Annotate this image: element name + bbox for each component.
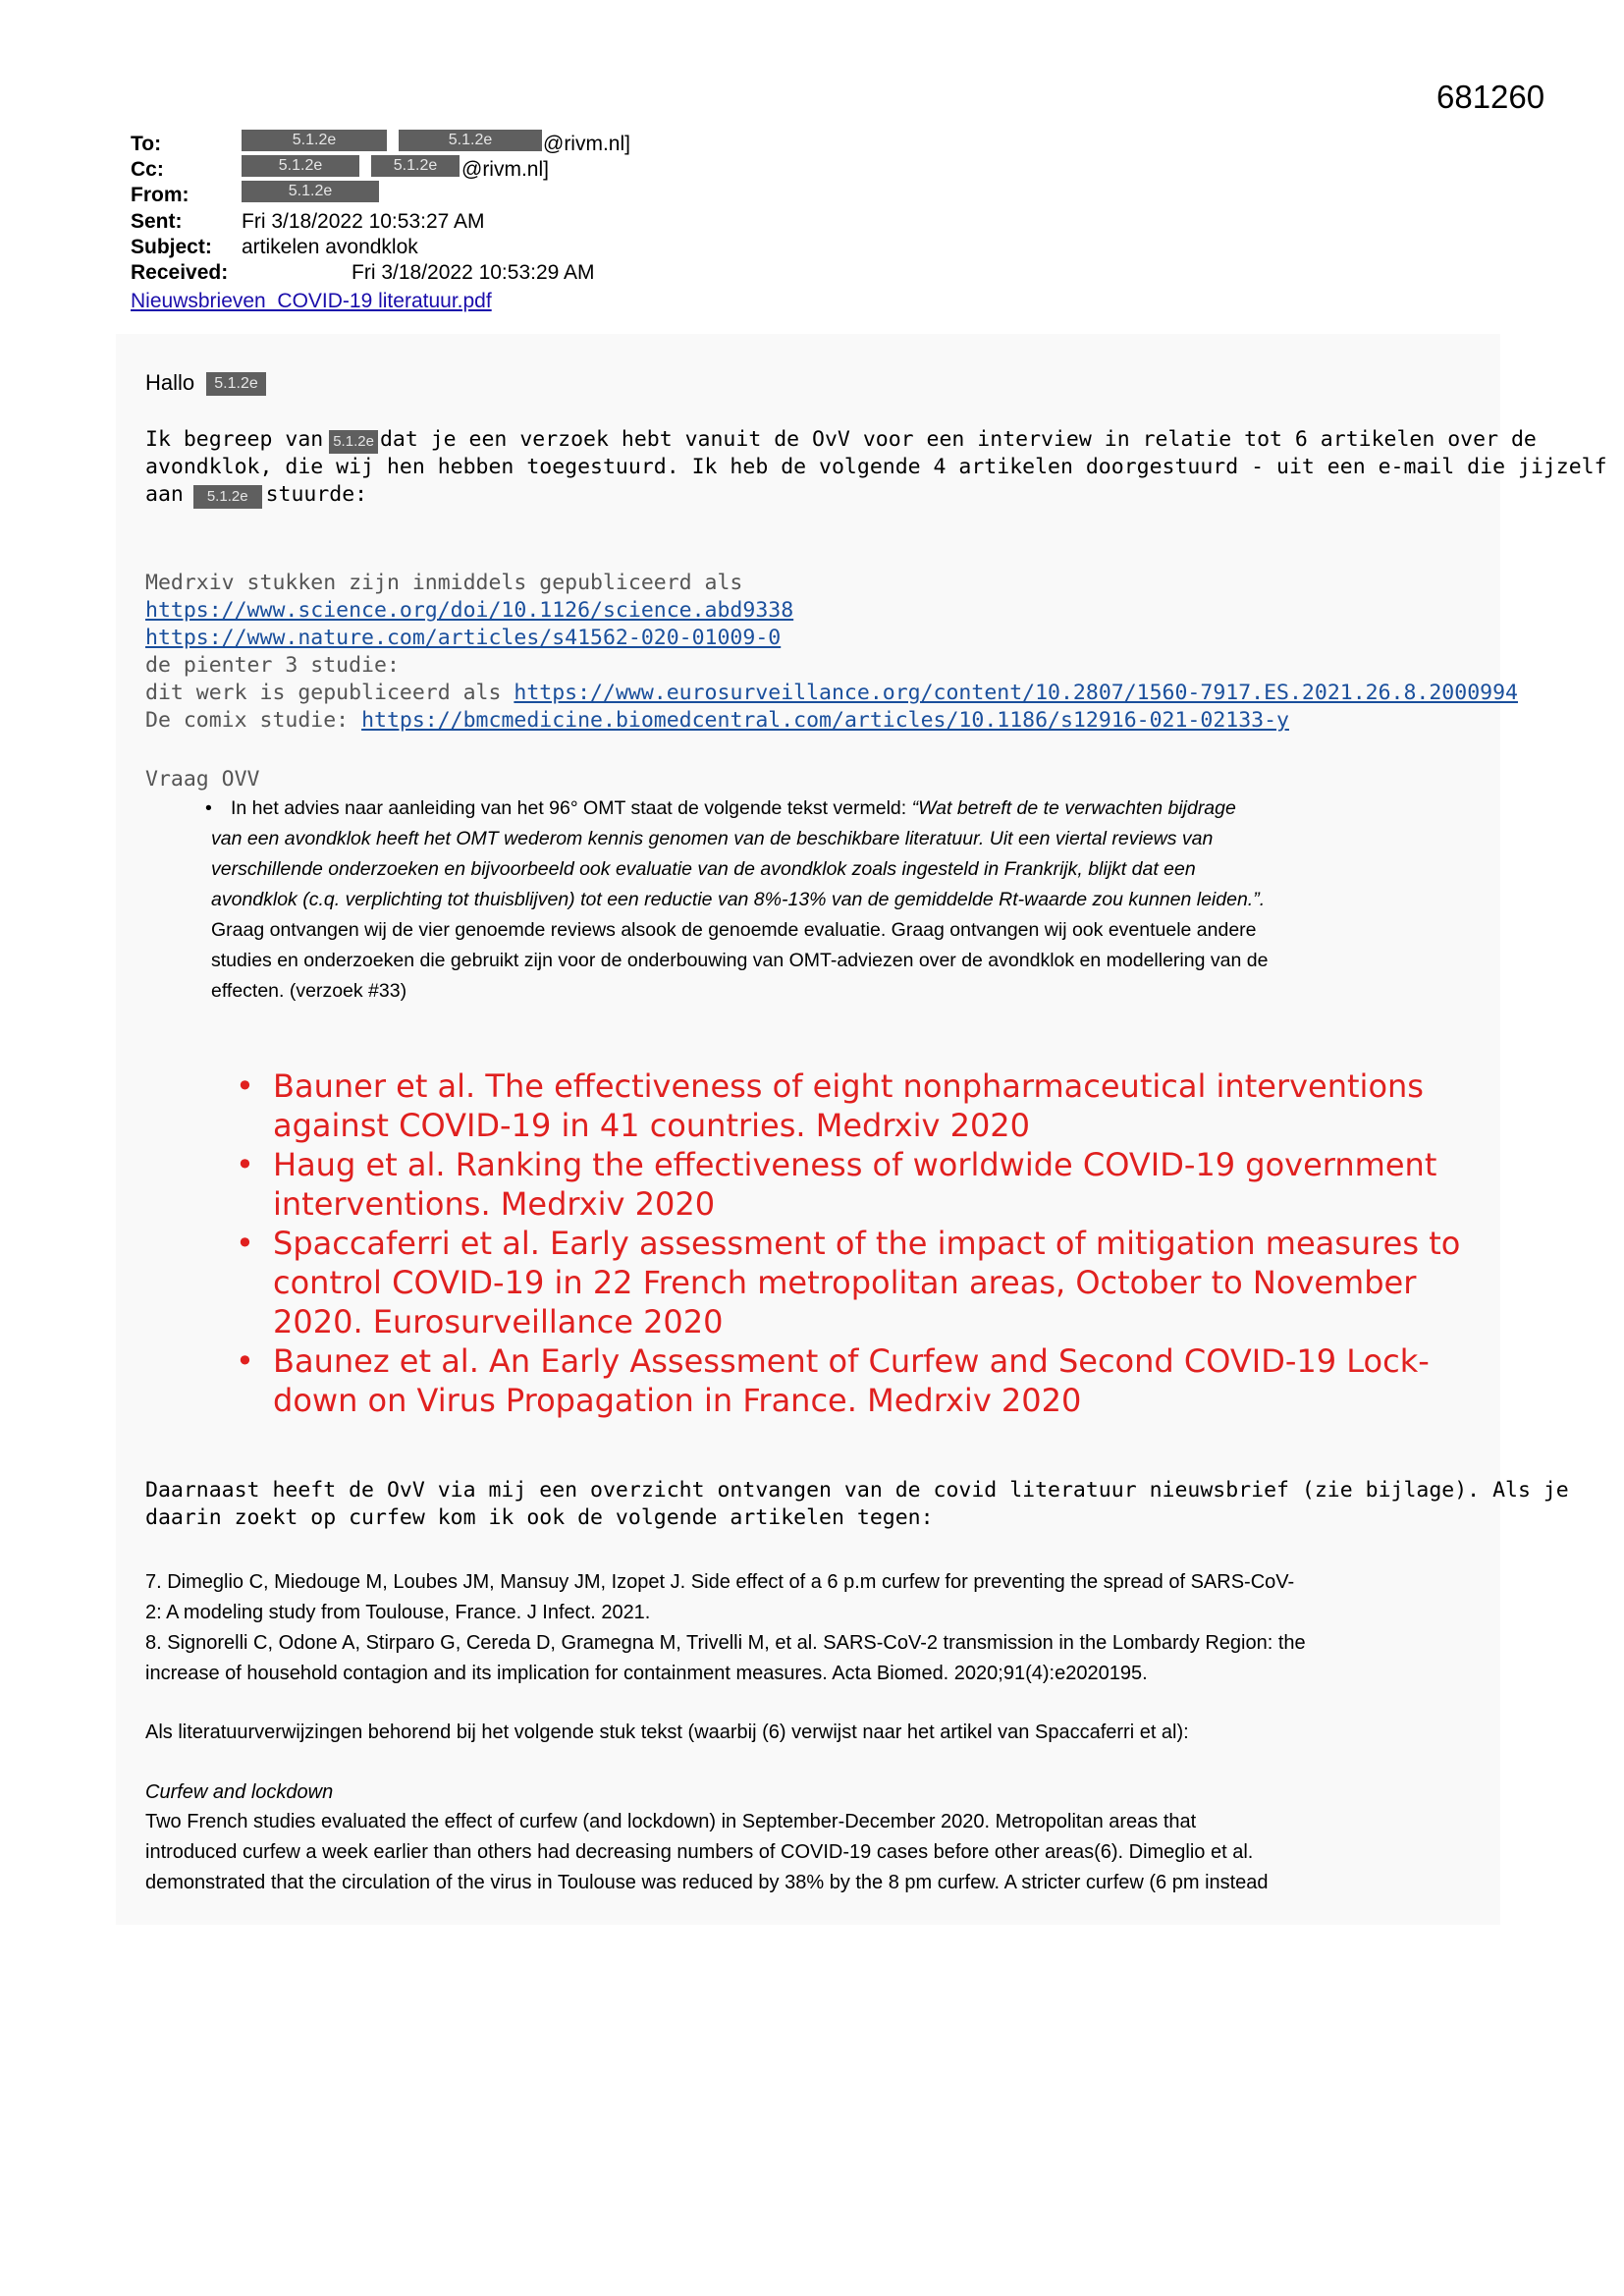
sent-value: Fri 3/18/2022 10:53:27 AM [242,210,485,233]
eurosurveillance-line [145,680,1518,707]
vraag-line [211,976,1488,1007]
article-text-line: control COVID-19 in 22 French metropolitan areas, October to November [273,1264,1417,1301]
article-text-line: Haug et al. Ranking the effectiveness of worldwide COVID-19 government [273,1146,1437,1183]
received-value: Fri 3/18/2022 10:53:29 AM [352,261,595,284]
reference-8-line-1: 8. Signorelli C, Odone A, Stirparo G, Cereda D, Gramegna M, Trivelli M, et al. SARS-CoV-2 transmission in the Lombardy Region: the [145,1632,1306,1654]
greeting-line [145,369,266,397]
vraag-text: Graag ontvangen wij de vier genoemde reviews alsook de genoemde evaluatie. Graag ontvangen wij ook eventuele andere [211,919,1257,941]
curfew-line-2: introduced curfew a week earlier than others had decreasing numbers of COVID-19 cases before other areas(6). Dimeglio et al. [145,1841,1254,1863]
science-link[interactable]: https://www.science.org/doi/10.1126/science.abd9338 [145,598,794,623]
vraag-text: effecten. (verzoek #33) [211,980,407,1002]
article-list-item [236,1066,1502,1145]
article-list-item [236,1145,1502,1224]
bullet-icon: • [205,797,212,819]
reference-8-line-2: increase of household contagion and its implication for containment measures. Acta Biomed. 2020;91(4):e2020195. [145,1663,1148,1684]
intro-line-3 [145,481,367,509]
received-label: Received: [131,261,229,284]
intro-text: dat je een verzoek hebt vanuit de OvV voor een interview in relatie tot 6 artikelen over de [379,427,1537,452]
article-text-line: 2020. Eurosurveillance 2020 [273,1303,724,1340]
article-text-line: down on Virus Propagation in France. Medrxiv 2020 [273,1382,1082,1419]
article-text-line: interventions. Medrxiv 2020 [273,1185,716,1223]
redaction-box: 5.1.2e [371,155,460,177]
vraag-text: In het advies naar aanleiding van het 96° OMT staat de volgende tekst vermeld: [231,797,912,819]
redaction-box: 5.1.2e [242,130,387,151]
intro-line-1 [145,426,1537,454]
medrxiv-line: Medrxiv stukken zijn inmiddels gepubliceerd als [145,571,743,595]
vraag-line [211,915,1488,946]
greeting-text: Hallo [145,370,195,395]
reference-7-line-1: 7. Dimeglio C, Miedouge M, Loubes JM, Mansuy JM, Izopet J. Side effect of a 6 p.m curfew for preventing the spread of SARS-CoV- [145,1571,1295,1593]
daarnaast-line-2: daarin zoekt op curfew kom ik ook de volgende artikelen tegen: [145,1505,934,1530]
document-number: 681260 [1436,79,1545,115]
article-list [236,1066,1502,1420]
article-text-line: Bauner et al. The effectiveness of eight nonpharmaceutical interventions [273,1067,1424,1105]
comix-line [145,707,1289,735]
cc-label: Cc: [131,158,164,181]
pienter-line: de pienter 3 studie: [145,653,400,678]
intro-line-2: avondklok, die wij hen hebben toegestuurd. Ik heb de volgende 4 artikelen doorgestuurd - uit een e-mail die jijzelf [145,455,1607,479]
vraag-quote-text: avondklok (c.q. verplichting tot thuisblijven) tot een reductie van 8%-13% van de gemiddelde Rt-waarde zou kunnen leiden.”. [211,889,1266,910]
reference-7-line-2: 2: A modeling study from Toulouse, France. J Infect. 2021. [145,1602,651,1623]
redaction-box: 5.1.2e [206,372,265,396]
article-text-line: Spaccaferri et al. Early assessment of the impact of mitigation measures to [273,1225,1461,1262]
redaction-box: 5.1.2e [242,181,379,202]
redaction-box: 5.1.2e [399,130,542,151]
als-line: Als literatuurverwijzingen behorend bij het volgende stuk tekst (waarbij (6) verwijst naar het artikel van Spaccaferri et al): [145,1722,1189,1743]
curfew-title: Curfew and lockdown [145,1781,334,1803]
bullet-icon: • [236,1146,254,1183]
to-label: To: [131,133,162,155]
vraag-line [211,854,1488,885]
to-address-suffix: @rivm.nl] [543,133,630,155]
eurosurveillance-prefix: dit werk is gepubliceerd als [145,681,502,705]
vraag-text: studies en onderzoeken die gebruikt zijn voor de onderbouwing van OMT-adviezen over de avondklok en modellering van de [211,950,1269,971]
cc-address-suffix: @rivm.nl] [461,158,549,181]
bullet-icon: • [236,1342,254,1380]
article-list-item [236,1341,1502,1420]
redaction-box: 5.1.2e [193,485,262,509]
redaction-box: 5.1.2e [329,430,378,454]
curfew-line-1: Two French studies evaluated the effect of curfew (and lockdown) in September-December 2020. Metropolitan areas that [145,1811,1197,1832]
intro-text: aan [145,482,184,507]
vraag-line [211,946,1488,976]
article-list-item [236,1224,1502,1341]
daarnaast-line-1: Daarnaast heeft de OvV via mij een overzicht ontvangen van de covid literatuur nieuwsbrief (zie bijlage). Als je [145,1478,1569,1503]
vraag-line [205,793,1488,824]
bullet-icon: • [236,1225,254,1262]
subject-label: Subject: [131,236,212,258]
vraag-line [211,885,1488,915]
vraag-quote-text: verschillende onderzoeken en bijvoorbeeld ook evaluatie van de avondklok zoals ingesteld in Frankrijk, blijkt dat een [211,858,1196,880]
bmc-link[interactable]: https://bmcmedicine.biomedcentral.com/articles/10.1186/s12916-021-02133-y [361,708,1289,733]
intro-text: Ik begreep van [145,427,324,452]
attachment-link[interactable]: Nieuwsbrieven_COVID-19 literatuur.pdf [131,290,492,312]
intro-text: stuurde: [265,482,368,507]
article-text-line: against COVID-19 in 41 countries. Medrxiv 2020 [273,1107,1031,1144]
vraag-quote-text: van een avondklok heeft het OMT wederom kennis genomen van de beschikbare literatuur. Uit een viertal reviews van [211,828,1214,849]
from-label: From: [131,184,189,206]
sent-label: Sent: [131,210,183,233]
article-text-line: Baunez et al. An Early Assessment of Curfew and Second COVID-19 Lock- [273,1342,1430,1380]
vraag-quote-text: “Wat betreft de te verwachten bijdrage [911,797,1236,819]
curfew-line-3: demonstrated that the circulation of the virus in Toulouse was reduced by 38% by the 8 pm curfew. A stricter curfew (6 pm instead [145,1872,1269,1893]
eurosurveillance-link[interactable]: https://www.eurosurveillance.org/content/10.2807/1560-7917.ES.2021.26.8.2000994 [514,681,1518,705]
nature-link[interactable]: https://www.nature.com/articles/s41562-020-01009-0 [145,626,782,650]
vraag-title: Vraag OVV [145,767,260,792]
bullet-icon: • [236,1067,254,1105]
vraag-line [211,824,1488,854]
comix-prefix: De comix studie: [145,708,350,733]
redaction-box: 5.1.2e [242,155,359,177]
subject-value: artikelen avondklok [242,236,418,258]
